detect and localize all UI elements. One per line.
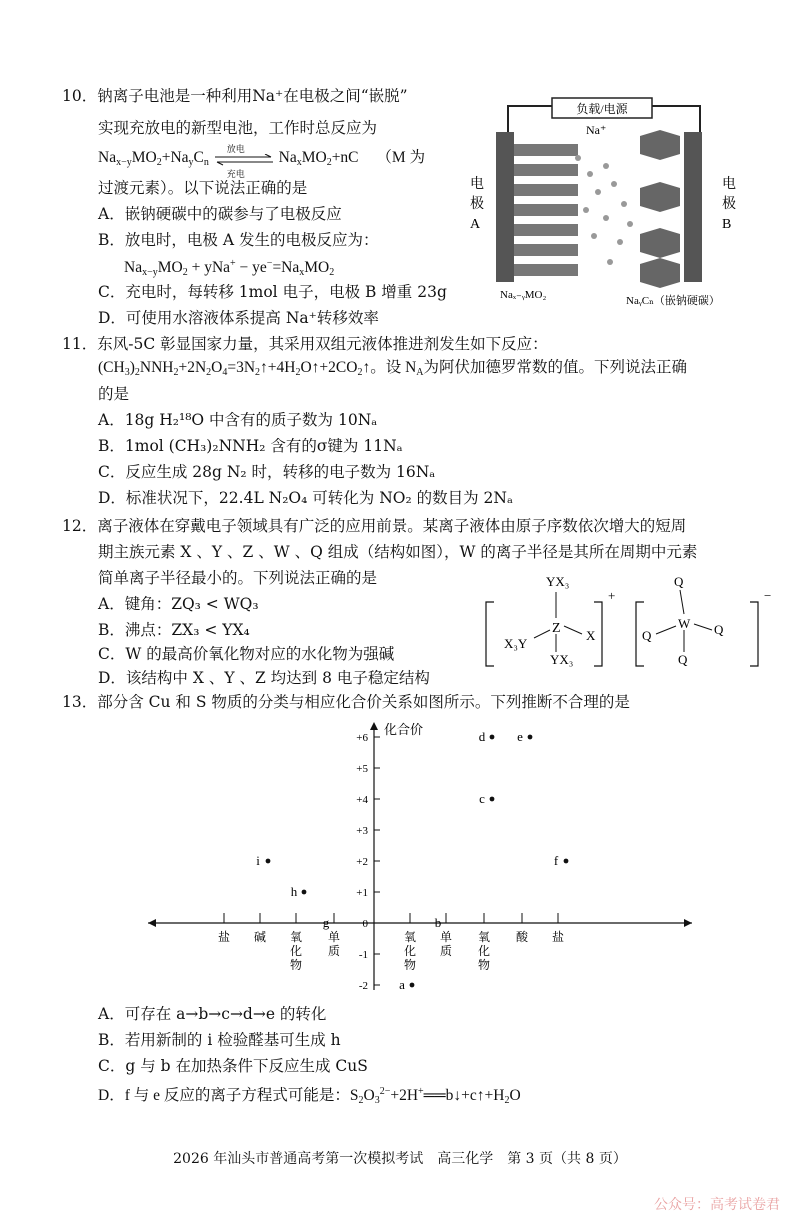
x-category-left: 盐 [217, 930, 231, 944]
q12-option-d: D．该结构中 X 、Y 、Z 均达到 8 电子稳定结构 [98, 669, 430, 687]
q11-stem-line1: 11．东风-5C 彰显国家力量，其采用双组元液体推进剂发生如下反应： [62, 335, 548, 353]
electrode-a [496, 132, 514, 282]
y-tick-label: +5 [356, 763, 368, 775]
point-label-h: h [290, 884, 298, 899]
point-label-g: g [322, 915, 330, 930]
point-e [528, 735, 533, 740]
svg-text:YX₃: YX₃ [546, 574, 570, 589]
y-tick-label: +1 [356, 887, 368, 899]
electrode-a-material: Naₓ₋ᵧMO₂ [500, 289, 547, 301]
page-footer: 2026 年汕头市普通高考第一次模拟考试 高三化学 第 3 页（共 8 页） [173, 1151, 627, 1167]
svg-text:YX₃: YX₃ [550, 652, 574, 667]
point-c [490, 797, 495, 802]
battery-diagram [460, 92, 760, 312]
point-d [490, 735, 495, 740]
q13-stem: 13．部分含 Cu 和 S 物质的分类与相应化合价关系如图所示。下列推断不合理的是 [62, 693, 630, 711]
svg-text:Q: Q [642, 628, 652, 643]
y-tick-label: +6 [356, 732, 368, 744]
x-category-right: 单质 [439, 930, 453, 958]
x-category-right: 盐 [551, 930, 565, 944]
q13-option-d: D．f 与 e 反应的离子方程式可能是：$S_2O_3^{2-}+2H^+══b↓+c↑+H_2O$ [98, 1086, 521, 1106]
watermark: 公众号：高考试卷君 [654, 1197, 780, 1213]
q10-total-equation: $Na_{x-y}MO_2+Na_yC_n$ 放电 充电 $Na_xMO_2+nC$ （M 为 [98, 144, 426, 180]
point-f [564, 859, 569, 864]
q10-option-a: A．嵌钠硬碳中的碳参与了电极反应 [98, 205, 342, 223]
q13-option-a: A．可存在 a→b→c→d→e 的转化 [98, 1005, 327, 1023]
q10-stem-line1: 10．钠离子电池是一种利用Na⁺在电极之间“嵌脱” [62, 87, 408, 105]
load-source-label: 负载/电源 [576, 102, 628, 116]
q11-option-a: A．18g H₂¹⁸O 中含有的质子数为 10Nₐ [98, 411, 378, 429]
point-label-a: a [399, 977, 405, 992]
y-tick-label: -1 [358, 949, 368, 961]
electrode-b-material: NaᵧCₙ（嵌钠硬碳） [626, 295, 720, 307]
q11-equation: $(CH_3)_2NNH_2+2N_2O_4=3N_2↑+4H_2O↑+2CO_2↑$。设 $N_A$为阿伏加德罗常数的值。下列说法正确 [98, 359, 688, 378]
q12-option-c: C．W 的最高价氧化物对应的水化物为强碱 [98, 645, 395, 663]
y-tick-label: +2 [356, 856, 368, 868]
q11-option-d: D．标准状况下，22.4L N₂O₄ 可转化为 NO₂ 的数目为 2Nₐ [98, 489, 513, 507]
point-h [302, 890, 307, 895]
svg-text:X₃Y: X₃Y [504, 636, 528, 651]
svg-text:Q: Q [674, 574, 684, 589]
point-label-c: c [479, 791, 485, 806]
x-category-left: 单质 [327, 930, 341, 958]
x-category-left: 碱 [253, 930, 267, 944]
svg-text:Z: Z [552, 621, 561, 636]
x-axis-right-arrow-icon [684, 919, 692, 927]
y-tick-label: 0 [362, 918, 368, 930]
y-axis-label: 化合价 [384, 722, 424, 737]
point-label-i: i [256, 853, 260, 868]
q10-option-d: D．可使用水溶液体系提高 Na⁺转移效率 [98, 309, 379, 327]
layered-mo2-slabs [514, 144, 578, 276]
x-category-left: 氧化物 [289, 930, 303, 972]
y-tick-label: +4 [356, 794, 368, 806]
reversible-arrow-icon: 放电 充电 [213, 148, 275, 168]
q10-option-b: B．放电时，电极 A 发生的电极反应为： [98, 231, 379, 249]
q12-stem-line2: 期主族元素 X 、Y 、Z 、W 、Q 组成（结构如图），W 的离子半径是其所在周期中元素 [98, 543, 698, 561]
q11-option-b: B．1mol (CH₃)₂NNH₂ 含有的σ键为 11Nₐ [98, 437, 403, 455]
point-label-d: d [478, 729, 486, 744]
svg-text:W: W [678, 616, 691, 631]
y-tick-label: +3 [356, 825, 368, 837]
q12-option-a: A．键角：ZQ₃ < WQ₃ [98, 595, 259, 613]
point-label-e: e [517, 729, 523, 744]
ionic-liquid-structure [482, 572, 782, 672]
q13-option-b: B．若用新制的 i 检验醛基可生成 h [98, 1031, 341, 1049]
q12-stem-line3: 简单离子半径最小的。下列说法正确的是 [98, 569, 378, 587]
q10-option-c: C．充电时，每转移 1mol 电子，电极 B 增重 23g [98, 283, 447, 301]
q10-option-b-equation: $Na_{x-y}MO_2 + yNa^+ - ye^-=Na_xMO_2$ [124, 258, 335, 278]
na-ion-label: Na⁺ [586, 123, 607, 137]
valence-classification-chart [140, 720, 700, 1000]
q12-stem-line1: 12．离子液体在穿戴电子领域具有广泛的应用前景。某离子液体由原子序数依次增大的短周 [62, 517, 687, 535]
point-a [410, 983, 415, 988]
na-ion-dots [575, 155, 633, 265]
electrode-a-label: 电极 A [470, 177, 484, 232]
point-label-b: b [434, 915, 442, 930]
q10-stem-line2: 实现充放电的新型电池，工作时总反应为 [98, 119, 378, 137]
electrode-b-label: 电极 B [722, 177, 736, 232]
svg-text:−: − [764, 588, 772, 603]
electrode-b [684, 132, 702, 282]
point-label-f: f [553, 853, 559, 868]
q10-stem-line3: 过渡元素）。以下说法正确的是 [98, 179, 308, 197]
point-i [266, 859, 271, 864]
svg-text:Q: Q [714, 622, 724, 637]
x-category-right: 氧化物 [403, 930, 417, 972]
q13-option-c: C．g 与 b 在加热条件下反应生成 CuS [98, 1057, 368, 1075]
q11-option-c: C．反应生成 28g N₂ 时，转移的电子数为 16Nₐ [98, 463, 436, 481]
svg-text:Q: Q [678, 652, 688, 667]
x-axis-left-arrow-icon [148, 919, 156, 927]
q12-option-b: B．沸点：ZX₃ < YX₄ [98, 621, 250, 639]
y-tick-label: -2 [358, 980, 368, 992]
x-category-right: 酸 [515, 930, 529, 944]
svg-text:+: + [608, 588, 616, 603]
y-axis-arrow-icon [370, 722, 378, 730]
q11-stem-line3: 的是 [98, 385, 130, 403]
hard-carbon-hexagons [640, 130, 680, 288]
svg-text:X: X [586, 628, 596, 643]
x-category-right: 氧化物 [477, 930, 491, 972]
